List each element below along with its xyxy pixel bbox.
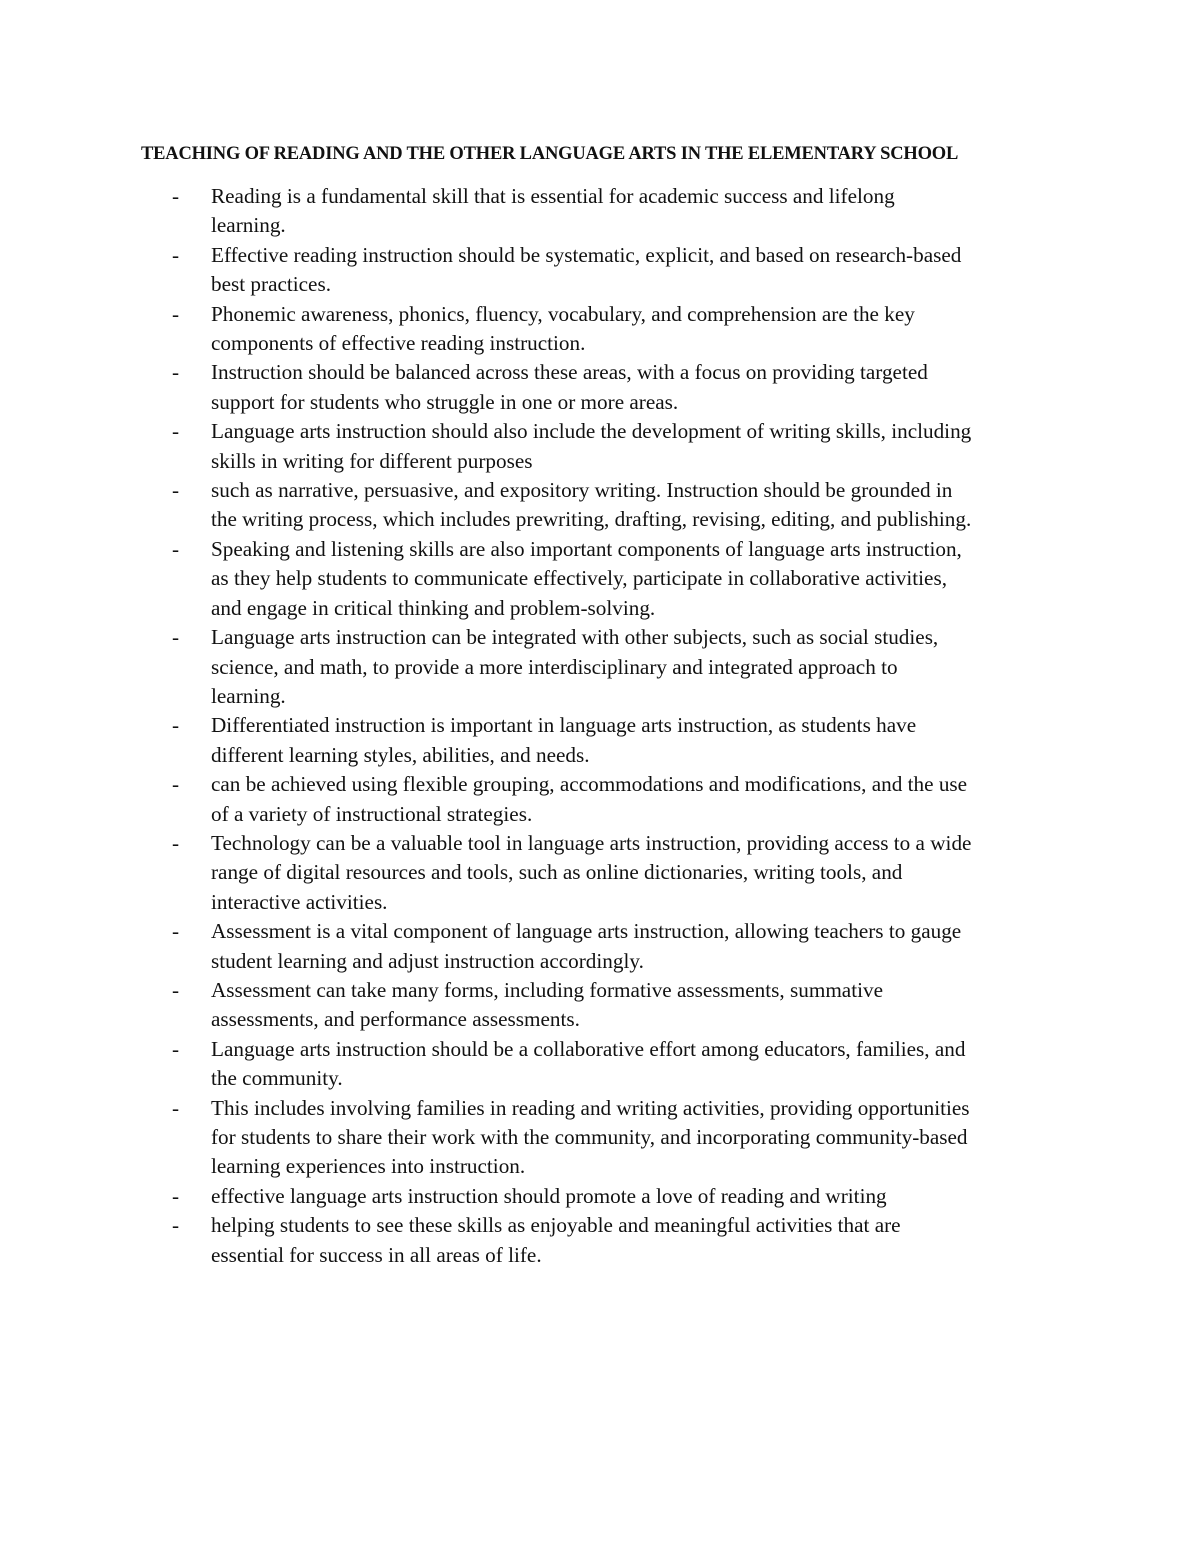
list-item-text-line: components of effective reading instruction.: [211, 331, 586, 356]
list-item: [172, 711, 1072, 770]
list-item: [172, 976, 1072, 1035]
list-item-text-line: the writing process, which includes prewriting, drafting, revising, editing, and publishing.: [211, 507, 972, 532]
list-item-text-line: Language arts instruction should be a collaborative effort among educators, families, and: [211, 1036, 966, 1061]
list-item-text-line: for students to share their work with the community, and incorporating community-based: [211, 1125, 968, 1149]
list-item-text-line: Speaking and listening skills are also important components of language arts instruction,: [211, 536, 962, 561]
list-item-text-line: can be achieved using flexible grouping, accommodations and modifications, and the use: [211, 772, 968, 797]
list-item-text-line: student learning and adjust instruction accordingly.: [211, 948, 644, 973]
list-item: [172, 300, 1072, 359]
bullet-marker: -: [172, 830, 180, 855]
list-item: [172, 535, 1072, 623]
list-item: [172, 1182, 1072, 1211]
list-item: [172, 829, 1072, 917]
bullet-marker: -: [172, 1183, 180, 1208]
list-item-text-line: of a variety of instructional strategies.: [211, 801, 533, 826]
bullet-marker: -: [172, 478, 180, 503]
list-item-text-line: learning experiences into instruction.: [211, 1154, 526, 1179]
list-item-text-line: Language arts instruction should also include the development of writing skills, including: [211, 419, 972, 444]
bullet-marker: -: [172, 242, 180, 267]
bullet-marker: -: [172, 360, 180, 385]
list-item-text-line: support for students who struggle in one or more areas.: [211, 389, 679, 414]
bullet-marker: -: [172, 919, 180, 944]
bullet-marker: -: [172, 301, 180, 326]
list-item-text-line: Assessment can take many forms, including formative assessments, summative: [211, 977, 883, 1002]
bullet-marker: -: [172, 419, 180, 444]
list-item-text-line: best practices.: [211, 272, 332, 297]
list-item-text-line: learning.: [211, 213, 286, 238]
list-item: [172, 241, 1072, 300]
list-item-text-line: helping students to see these skills as enjoyable and meaningful activities that are: [211, 1213, 901, 1238]
list-item: [172, 1211, 1072, 1270]
list-item-text-line: Instruction should be balanced across these areas, with a focus on providing targeted: [211, 360, 928, 385]
bullet-marker: -: [172, 1095, 180, 1120]
list-item: [172, 1094, 1072, 1182]
list-item-text-line: effective language arts instruction should promote a love of reading and writing: [211, 1183, 887, 1208]
list-item-text-line: range of digital resources and tools, such as online dictionaries, writing tools, and: [211, 860, 903, 885]
bullet-marker: -: [172, 1213, 180, 1238]
list-item: [172, 182, 1072, 241]
list-item-text-line: assessments, and performance assessments.: [211, 1007, 580, 1032]
bullet-marker: -: [172, 772, 180, 797]
list-item-text-line: the community.: [211, 1066, 343, 1091]
bullet-marker: -: [172, 713, 180, 738]
bullet-marker: -: [172, 625, 180, 650]
list-item-text-line: learning.: [211, 683, 286, 708]
list-item-text-line: such as narrative, persuasive, and expository writing. Instruction should be grounded in: [211, 478, 953, 503]
list-item-text-line: different learning styles, abilities, and needs.: [211, 742, 590, 767]
bullet-list: [172, 182, 1072, 1270]
list-item-text-line: Effective reading instruction should be systematic, explicit, and based on research-based: [211, 242, 962, 267]
list-item-text-line: Phonemic awareness, phonics, fluency, vocabulary, and comprehension are the key: [211, 301, 915, 326]
list-item-text-line: as they help students to communicate effectively, participate in collaborative activities,: [211, 566, 948, 591]
list-item-text-line: skills in writing for different purposes: [211, 448, 533, 473]
list-item-text-line: interactive activities.: [211, 889, 388, 914]
list-item-text-line: essential for success in all areas of life.: [211, 1242, 542, 1267]
bullet-marker: -: [172, 536, 180, 561]
bullet-marker: -: [172, 977, 180, 1002]
list-item: [172, 1035, 1072, 1094]
list-item: [172, 623, 1072, 711]
list-item-text-line: Technology can be a valuable tool in language arts instruction, providing access to a wide: [211, 830, 972, 855]
list-item-text-line: Assessment is a vital component of language arts instruction, allowing teachers to gauge: [211, 919, 962, 944]
list-item: [172, 476, 1072, 535]
list-item-text-line: Differentiated instruction is important in language arts instruction, as students have: [211, 713, 917, 738]
bullet-marker: -: [172, 184, 180, 208]
document-title: TEACHING OF READING AND THE OTHER LANGUAGE ARTS IN THE ELEMENTARY SCHOOL: [141, 144, 959, 164]
list-item-text-line: Language arts instruction can be integrated with other subjects, such as social studies,: [211, 625, 939, 650]
list-item: [172, 417, 1072, 476]
list-item-text-line: and engage in critical thinking and problem-solving.: [211, 595, 656, 620]
list-item-text-line: Reading is a fundamental skill that is essential for academic success and lifelong: [211, 184, 895, 208]
list-item: [172, 358, 1072, 417]
list-item-text-line: This includes involving families in reading and writing activities, providing opportunities: [211, 1095, 970, 1120]
list-item: [172, 770, 1072, 829]
list-item-text-line: science, and math, to provide a more interdisciplinary and integrated approach to: [211, 654, 898, 679]
bullet-marker: -: [172, 1036, 180, 1061]
list-item: [172, 917, 1072, 976]
